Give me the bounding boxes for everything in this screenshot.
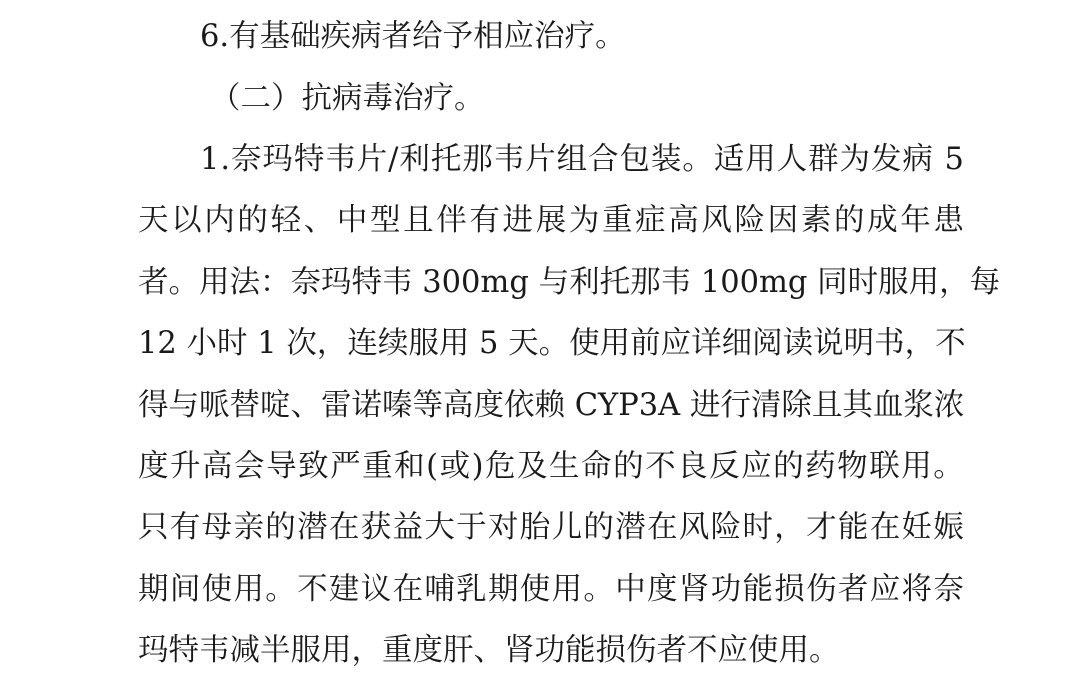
- section-heading-antiviral-treatment: （二）抗病毒治疗。: [210, 81, 485, 116]
- paragraph-line: 期 间 使 用 。 不 建 议 在 哺 乳 期 使 用 。 中 度 肾 功 能 损 伤 者 应 将 奈: [138, 572, 964, 607]
- paragraph-line: 得 与 哌 替 啶 、 雷 诺 嗪 等 高 度 依 赖 C Y P 3 A 进 行 清 除 且 其 血 浆 浓: [138, 388, 965, 423]
- paragraph-line: 度 升 高 会 导 致 严 重 和 ( 或 ) 危 及 生 命 的 不 良 反 应 的 药 物 联 用 。: [138, 449, 964, 484]
- paragraph-line: 1 2 小 时 1 次 ， 连 续 服 用 5 天 。 使 用 前 应 详 细 阅 读 说 明 书 ， 不: [138, 326, 966, 361]
- paragraph-line: 只 有 母 亲 的 潜 在 获 益 大 于 对 胎 儿 的 潜 在 风 险 时 ， 才 能 在 妊 娠: [138, 510, 964, 545]
- paragraph-item-6-underlying-disease: 6.有基础疾病者给予相应治疗。: [200, 19, 626, 54]
- paragraph-line: 1 . 奈 玛 特 韦 片 / 利 托 那 韦 片 组 合 包 装 。 适 用 人 群 为 发 病 5: [200, 142, 964, 177]
- paragraph-line: 玛特韦减半服用，重度肝、肾功能损伤者不应使用。: [138, 633, 840, 668]
- paragraph-line: 者 。 用 法 ： 奈 玛 特 韦 3 0 0 m g 与 利 托 那 韦 1 0 0 m g 同 时 服 用 ， 每: [138, 265, 1001, 300]
- paragraph-line: 天 以 内 的 轻 、 中 型 且 伴 有 进 展 为 重 症 高 风 险 因 素 的 成 年 患: [138, 203, 964, 238]
